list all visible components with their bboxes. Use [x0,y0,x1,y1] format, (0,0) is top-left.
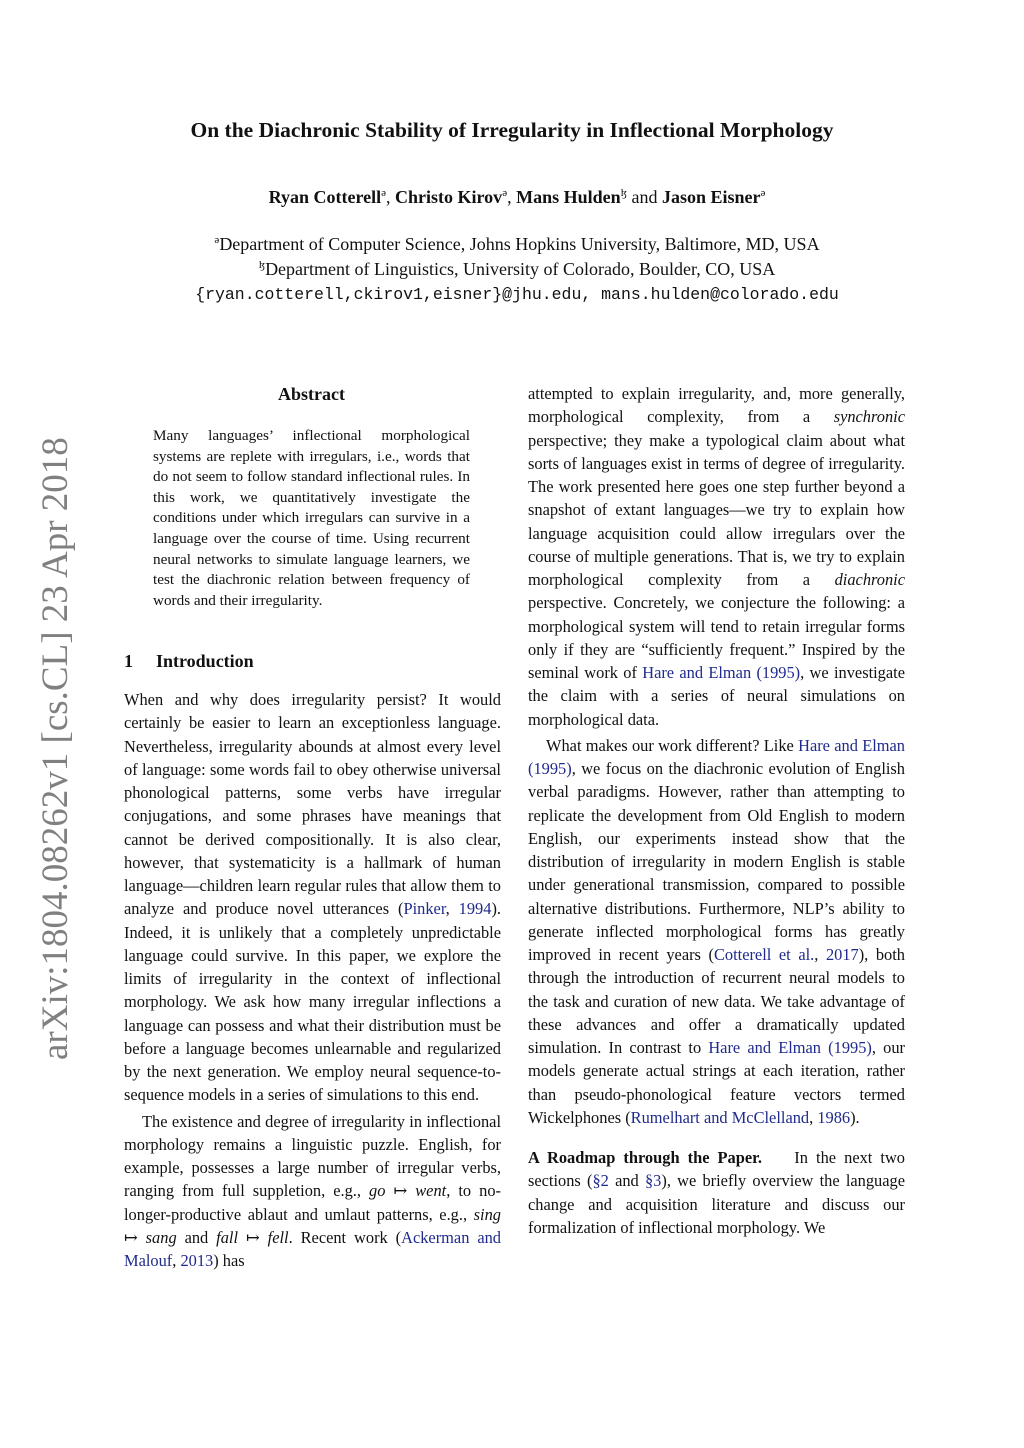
text-run: , [445,899,459,919]
paragraph [528,734,905,1129]
author-list [0,187,1024,208]
text-run: perspective; they make a typological claim about what sorts of languages exist in terms of degree of irregularity. The work presented here goes one step further beyond a snapshot of extant languages—we try to explain how language acquisition could allow irregulars over the course of multiple generations. That is, we try to explain morphological complexity from a [528,430,905,589]
section-heading [124,651,254,672]
citation-link[interactable]: 2017 [825,945,859,964]
affiliation-mark: ɮ [258,259,266,271]
author-emails: {ryan.cotterell,ckirov1,eisner}@jhu.edu, mans.hulden@colorado.edu [195,285,839,304]
author-name: Christo Kirov [395,187,503,207]
separator: , [507,187,517,207]
arxiv-identifier: arXiv:1804.08262v1 [cs.CL] 23 Apr 2018 [35,437,76,1060]
citation-link[interactable]: Ackerman and Malouf [124,1227,501,1270]
citation-link[interactable]: Hare and Elman [642,663,752,682]
section-link[interactable]: §2 [592,1171,609,1191]
citation-link[interactable]: (1995) [528,759,572,778]
separator: , [386,187,396,207]
paragraph [528,1146,910,1239]
example-word: fell [267,1227,289,1247]
citation-link[interactable]: Hare and Elman [798,735,905,755]
emphasis: diachronic [834,570,905,589]
abstract-heading: Abstract [278,384,345,404]
text-run: What makes our work different? Like [546,735,799,755]
text-run: , [172,1251,181,1270]
example-word: went [415,1181,447,1201]
maps-to-symbol: ↦ [385,1181,416,1201]
separator: and [626,187,662,207]
example-word: sang [145,1227,177,1247]
text-run: When and why does irregularity persist? It would certainly be easier to learn an exceptionless language. Nevertheless, irregularity abounds at almost every level of language: some words fail to obey otherwise universal phonological patterns, some verbs have irregular conjugations, and some phrases have meanings that cannot be derived compositionally. It is also clear, however, that systematicity is a hallmark of human language—children learn regular rules that allow them to analyze and produce novel utterances ( [124,690,501,919]
text-run: , [814,945,826,964]
affiliation-text: Department of Linguistics, University of Colorado, Boulder, CO, USA [265,259,776,279]
affiliation-mark: ə [760,187,766,199]
right-column [528,382,910,1239]
paragraph [124,688,501,1107]
author-name: Jason Eisner [661,187,761,207]
text-run: attempted to explain irregularity, and, more generally, morphological complexity, from a [528,384,905,427]
example-word: sing [473,1204,501,1224]
citation-link[interactable]: 1994 [458,899,492,919]
citation-link[interactable]: 2013 [180,1251,214,1270]
citation-link[interactable]: Pinker [403,899,446,919]
emphasis: synchronic [833,407,905,427]
text-run: , our models generate actual strings at each iteration, rather than pseudo-phonological feature vectors termed Wickelphones ( [528,1038,906,1127]
affiliation-line [0,259,1024,280]
affiliation-mark: ə [214,234,220,246]
citation-link[interactable]: (1995) [751,663,801,682]
maps-to-symbol: ↦ [124,1227,146,1247]
citation-link[interactable]: Rumelhart and McClelland [630,1107,810,1127]
left-column [124,688,501,1272]
maps-to-symbol: ↦ [238,1227,268,1247]
author-name: Mans Hulden [516,187,621,207]
text-run: perspective. Concretely, we conjecture the following: a morphological system will tend to retain irregular forms only if they are “sufficiently frequent.” Inspired by the seminal work of [528,593,905,682]
paper-title: On the Diachronic Stability of Irregularity in Inflectional Morphology [190,118,834,142]
text-run: , [809,1107,818,1127]
text-run: . Recent work ( [288,1227,402,1247]
affiliation-mark: ɮ [620,187,627,199]
section-number: 1 [124,651,133,671]
section-link[interactable]: §3 [644,1171,662,1191]
text-run: and [176,1227,217,1247]
author-name: Ryan Cotterell [268,187,382,207]
affiliation-mark: ə [381,187,387,199]
text-run: ). Indeed, it is unlikely that a completely unpredictable language could survive. In this paper, we explore the limits of irregularity in the context of inflectional morphology. We ask how many irregular inflections a language can possess and what their distribution must be before a language becomes unlearnable and regularized by the next generation. We employ neural sequence-to-sequence models in a series of simulations to this end. [124,899,501,1105]
text-run: In the next two sections ( [528,1148,910,1191]
text-run: ). [850,1107,860,1127]
example-word: fall [216,1227,239,1247]
text-run: , to no-longer-productive ablaut and umlaut patterns, e.g., [124,1181,501,1224]
example-word: go [369,1181,386,1201]
runin-heading: A Roadmap through the Paper. [528,1148,763,1167]
text-run: ), we briefly overview the language change and acquisition literature and discuss our formalization of inflectional morphology. We [528,1171,905,1237]
affiliation-text: Department of Computer Science, Johns Hopkins University, Baltimore, MD, USA [219,234,820,254]
text-run: The existence and degree of irregularity in inflectional morphology remains a linguistic puzzle. English, for example, possesses a large number of irregular verbs, ranging from full suppletion, e.g., [124,1111,501,1201]
text-run: ), both through the introduction of recurrent neural models to the task and curation of new data. We take advantage of these advances and offer a dramatically updated simulation. In contrast to [528,945,905,1057]
abstract-text: Many languages’ inflectional morphological systems are replete with irregulars, i.e., words that do not seem to follow standard inflectional rules. In this work, we quantitatively investigate the conditions under which irregulars can survive in a language over the course of time. Using recurrent neural networks to simulate language learners, we test the diachronic relation between frequency of words and their irregularity. [153,427,470,609]
text-run: , we investigate the claim with a series of neural simulations on morphological data. [528,663,905,729]
affiliation-line [0,234,1024,255]
paragraph [124,1110,501,1273]
citation-link[interactable]: Hare and Elman [708,1038,821,1057]
text-run: ) has [213,1251,245,1270]
citation-link[interactable]: Cotterell et al. [713,945,815,964]
text-run: and [608,1171,645,1191]
section-title: Introduction [156,651,254,671]
citation-link[interactable]: 1986 [817,1107,851,1127]
text-run: , we focus on the diachronic evolution of English verbal paradigms. However, rather than attempting to replicate the development from Old English to modern English, our experiments instead show that the distribution of irregularity in modern English is stable under generational transmission, compared to possible alternative distributions. Furthermore, NLP’s ability to generate inflected morphological forms has greatly improved in recent years ( [528,759,905,964]
citation-link[interactable]: (1995) [821,1038,872,1057]
affiliation-mark: ə [502,187,508,199]
paragraph [528,382,905,731]
